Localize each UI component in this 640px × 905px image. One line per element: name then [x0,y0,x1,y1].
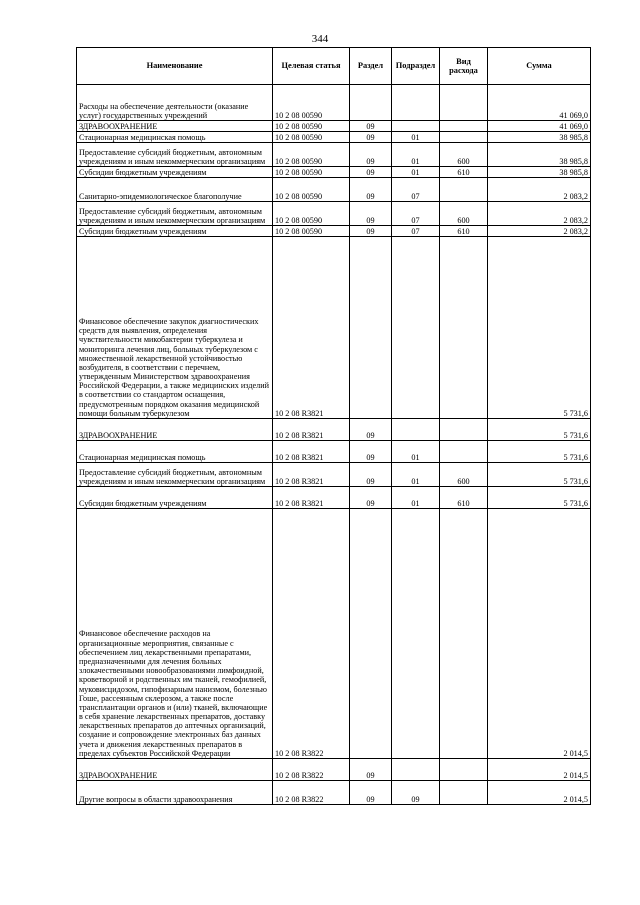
table-row [77,121,591,132]
cell-name: Стационарная медицинская помощь [77,441,273,463]
cell-section: 09 [350,759,392,781]
cell-expense-type [440,441,488,463]
cell-name: Предоставление субсидий бюджетным, автономным учреждениям и иным некоммерческим организациям [77,143,273,167]
cell-sum: 5 731,6 [488,237,591,419]
cell-subsection: 09 [392,781,440,805]
cell-section: 09 [350,441,392,463]
cell-expense-type [440,121,488,132]
cell-target-article: 10 2 08 00590 [273,202,350,226]
cell-target-article: 10 2 08 R3821 [273,487,350,509]
table-row [77,419,591,441]
cell-section: 09 [350,202,392,226]
cell-expense-type: 600 [440,463,488,487]
cell-target-article: 10 2 08 R3821 [273,419,350,441]
cell-subsection [392,419,440,441]
table-row [77,226,591,237]
cell-sum: 38 985,8 [488,143,591,167]
cell-sum: 5 731,6 [488,463,591,487]
cell-name: Финансовое обеспечение расходов на организационные мероприятия, связанные с обеспечением лиц лекарственными препаратами, предназначенными для лечения больных злокачественными новообразованиями лимфоидной, кроветворной и родственных им тканей, гемофилией, муковисцидозом, гипофизарным нанизмом, болезнью Гоше, рассеянным склерозом, а также после трансплантации органов и (или) тканей, включающие в себя хранение лекарственных препаратов, доставку лекарственных препаратов до аптечных организаций, создание и сопровождение электронных баз данных учета и движения лекарственных препаратов в пределах субъектов Российской Федерации [77,509,273,759]
table-row [77,463,591,487]
cell-target-article: 10 2 08 R3821 [273,463,350,487]
cell-section: 09 [350,419,392,441]
cell-sum: 2 083,2 [488,178,591,202]
cell-name: Расходы на обеспечение деятельности (оказание услуг) государственных учреждений [77,85,273,121]
cell-subsection: 07 [392,226,440,237]
table-row [77,441,591,463]
cell-target-article: 10 2 08 00590 [273,226,350,237]
table-row [77,781,591,805]
cell-subsection [392,237,440,419]
cell-section: 09 [350,132,392,143]
cell-expense-type [440,85,488,121]
cell-expense-type [440,419,488,441]
cell-subsection: 01 [392,487,440,509]
column-header-sum: Сумма [488,48,591,85]
cell-name: Субсидии бюджетным учреждениям [77,487,273,509]
cell-name: Санитарно-эпидемиологическое благополучие [77,178,273,202]
cell-section: 09 [350,226,392,237]
cell-target-article: 10 2 08 R3821 [273,441,350,463]
cell-sum: 5 731,6 [488,419,591,441]
cell-name: ЗДРАВООХРАНЕНИЕ [77,419,273,441]
cell-target-article: 10 2 08 R3822 [273,509,350,759]
table-row [77,132,591,143]
table-row [77,178,591,202]
cell-target-article: 10 2 08 00590 [273,121,350,132]
cell-name: Предоставление субсидий бюджетным, автономным учреждениям и иным некоммерческим организациям [77,202,273,226]
cell-subsection: 01 [392,132,440,143]
table-header [77,48,591,85]
cell-name: ЗДРАВООХРАНЕНИЕ [77,121,273,132]
cell-sum: 41 069,0 [488,121,591,132]
budget-table [76,47,591,805]
table-row [77,509,591,759]
cell-subsection: 07 [392,202,440,226]
column-header-expense-type: Вид расхода [440,48,488,85]
cell-section: 09 [350,487,392,509]
cell-sum: 2 083,2 [488,226,591,237]
table-row [77,759,591,781]
cell-subsection: 01 [392,441,440,463]
cell-target-article: 10 2 08 00590 [273,178,350,202]
cell-section: 09 [350,143,392,167]
table-row [77,237,591,419]
cell-target-article: 10 2 08 00590 [273,143,350,167]
cell-subsection: 07 [392,178,440,202]
cell-sum: 5 731,6 [488,441,591,463]
cell-subsection [392,121,440,132]
cell-name: Субсидии бюджетным учреждениям [77,167,273,178]
cell-sum: 41 069,0 [488,85,591,121]
cell-section: 09 [350,121,392,132]
column-header-name: Наименование [77,48,273,85]
cell-expense-type: 600 [440,143,488,167]
cell-sum: 2 014,5 [488,781,591,805]
cell-subsection [392,759,440,781]
table-row [77,143,591,167]
cell-sum: 38 985,8 [488,167,591,178]
header-row [77,48,591,85]
cell-subsection: 01 [392,167,440,178]
column-header-target-article: Целевая статья [273,48,350,85]
cell-section: 09 [350,781,392,805]
cell-section [350,85,392,121]
cell-expense-type [440,132,488,143]
cell-target-article: 10 2 08 00590 [273,132,350,143]
cell-name: Другие вопросы в области здравоохранения [77,781,273,805]
cell-sum: 2 083,2 [488,202,591,226]
table-row [77,167,591,178]
cell-section: 09 [350,178,392,202]
cell-subsection: 01 [392,463,440,487]
cell-name: Предоставление субсидий бюджетным, автономным учреждениям и иным некоммерческим организациям [77,463,273,487]
cell-expense-type: 610 [440,167,488,178]
cell-expense-type: 610 [440,487,488,509]
column-header-section: Раздел [350,48,392,85]
cell-expense-type [440,781,488,805]
cell-subsection [392,509,440,759]
cell-section [350,237,392,419]
cell-expense-type [440,509,488,759]
cell-expense-type [440,178,488,202]
cell-expense-type: 610 [440,226,488,237]
cell-name: ЗДРАВООХРАНЕНИЕ [77,759,273,781]
cell-name: Стационарная медицинская помощь [77,132,273,143]
cell-target-article: 10 2 08 R3822 [273,759,350,781]
page-number: 344 [311,33,329,45]
cell-target-article: 10 2 08 R3821 [273,237,350,419]
cell-section: 09 [350,167,392,178]
table-row [77,202,591,226]
cell-target-article: 10 2 08 R3822 [273,781,350,805]
cell-section [350,509,392,759]
cell-name: Финансовое обеспечение закупок диагностических средств для выявления, определения чувствительности микобактерии туберкулеза и мониторинга лечения лиц, больных туберкулезом с множественной лекарственной устойчивостью возбудителя, в соответствии с перечнем, утвержденным Министерством здравоохранения Российской Федерации, а также медицинских изделий в соответствии со стандартом оснащения, предусмотренным порядком оказания медицинской помощи больным туберкулезом [77,237,273,419]
cell-sum: 5 731,6 [488,487,591,509]
cell-target-article: 10 2 08 00590 [273,167,350,178]
cell-sum: 2 014,5 [488,509,591,759]
cell-sum: 38 985,8 [488,132,591,143]
table-body [77,85,591,805]
cell-target-article: 10 2 08 00590 [273,85,350,121]
column-header-subsection: Подраздел [392,48,440,85]
cell-expense-type: 600 [440,202,488,226]
table-row [77,85,591,121]
cell-expense-type [440,759,488,781]
cell-subsection: 01 [392,143,440,167]
cell-name: Субсидии бюджетным учреждениям [77,226,273,237]
cell-subsection [392,85,440,121]
cell-expense-type [440,237,488,419]
table-row [77,487,591,509]
cell-sum: 2 014,5 [488,759,591,781]
cell-section: 09 [350,463,392,487]
